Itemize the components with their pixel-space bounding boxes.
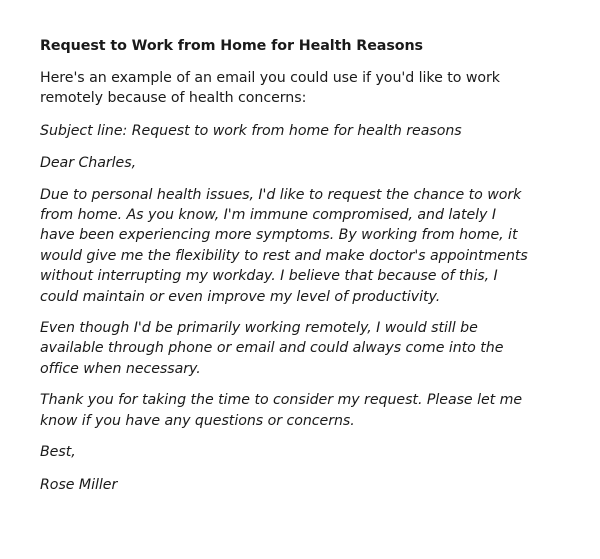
body-line: office when necessary.	[40, 360, 201, 377]
email-body-paragraph-3	[40, 390, 580, 431]
email-greeting: Dear Charles,	[40, 155, 137, 172]
email-signature: Rose Miller	[40, 476, 118, 493]
email-subject-line: Subject line: Request to work from home for health reasons	[40, 122, 462, 139]
body-line: from home. As you know, I'm immune compromised, and lately I	[40, 207, 496, 224]
intro-paragraph	[40, 68, 580, 109]
body-line: could maintain or even improve my level of productivity.	[40, 288, 441, 305]
body-line: have been experiencing more symptoms. By working from home, it	[40, 227, 518, 244]
page-title: Request to Work from Home for Health Reasons	[40, 38, 423, 54]
email-body-paragraph-1	[40, 185, 580, 307]
intro-line: remotely because of health concerns:	[40, 90, 307, 107]
body-line: Thank you for taking the time to consider my request. Please let me	[40, 392, 523, 409]
body-line: Even though I'd be primarily working remotely, I would still be	[40, 320, 478, 337]
email-body-paragraph-2	[40, 318, 580, 379]
intro-line: Here's an example of an email you could use if you'd like to work	[40, 70, 500, 86]
body-line: Due to personal health issues, I'd like to request the chance to work	[40, 186, 522, 203]
email-closing: Best,	[40, 444, 76, 461]
body-line: available through phone or email and could always come into the	[40, 340, 504, 357]
body-line: know if you have any questions or concerns.	[40, 412, 355, 429]
body-line: without interrupting my workday. I believe that because of this, I	[40, 268, 498, 285]
letter-document	[40, 36, 580, 505]
body-line: would give me the flexibility to rest and make doctor's appointments	[40, 247, 528, 264]
